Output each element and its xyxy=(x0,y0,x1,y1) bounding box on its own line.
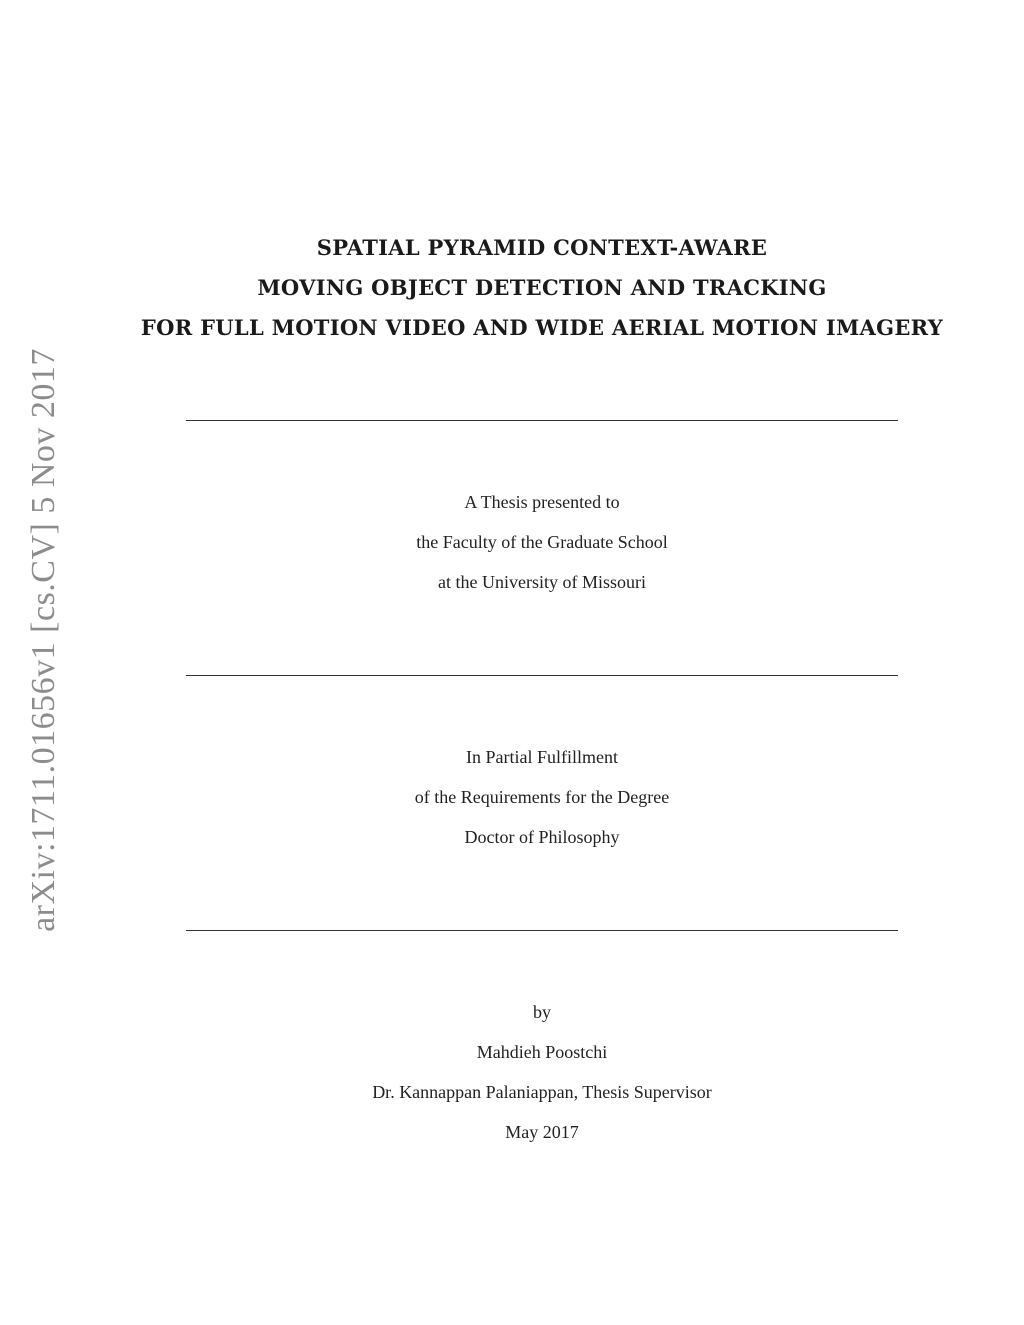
divider-1 xyxy=(186,420,898,421)
thesis-supervisor: Dr. Kannappan Palaniappan, Thesis Supervisor xyxy=(372,1082,712,1102)
thesis-title xyxy=(0,228,1024,348)
presentation-line-2: the Faculty of the Graduate School xyxy=(416,532,668,552)
authorship-block xyxy=(0,992,1024,1152)
degree-name: Doctor of Philosophy xyxy=(464,827,620,847)
divider-2 xyxy=(186,675,898,676)
title-line-1: SPATIAL PYRAMID CONTEXT-AWARE xyxy=(316,235,768,260)
divider-3 xyxy=(186,930,898,931)
author-name: Mahdieh Poostchi xyxy=(476,1042,608,1062)
title-line-3: FOR FULL MOTION VIDEO AND WIDE AERIAL MOTION IMAGERY xyxy=(140,315,944,340)
arxiv-identifier: arXiv:1711.01656v1 [cs.CV] 5 Nov 2017 xyxy=(25,348,62,932)
presentation-line-3: at the University of Missouri xyxy=(438,572,646,592)
fulfillment-line-1: In Partial Fulfillment xyxy=(466,747,618,767)
presentation-block xyxy=(0,482,1024,602)
by-label: by xyxy=(533,1002,551,1022)
submission-date: May 2017 xyxy=(505,1122,579,1142)
title-line-2: MOVING OBJECT DETECTION AND TRACKING xyxy=(257,275,827,300)
fulfillment-block xyxy=(0,737,1024,857)
presentation-line-1: A Thesis presented to xyxy=(464,492,620,512)
fulfillment-line-2: of the Requirements for the Degree xyxy=(414,787,670,807)
